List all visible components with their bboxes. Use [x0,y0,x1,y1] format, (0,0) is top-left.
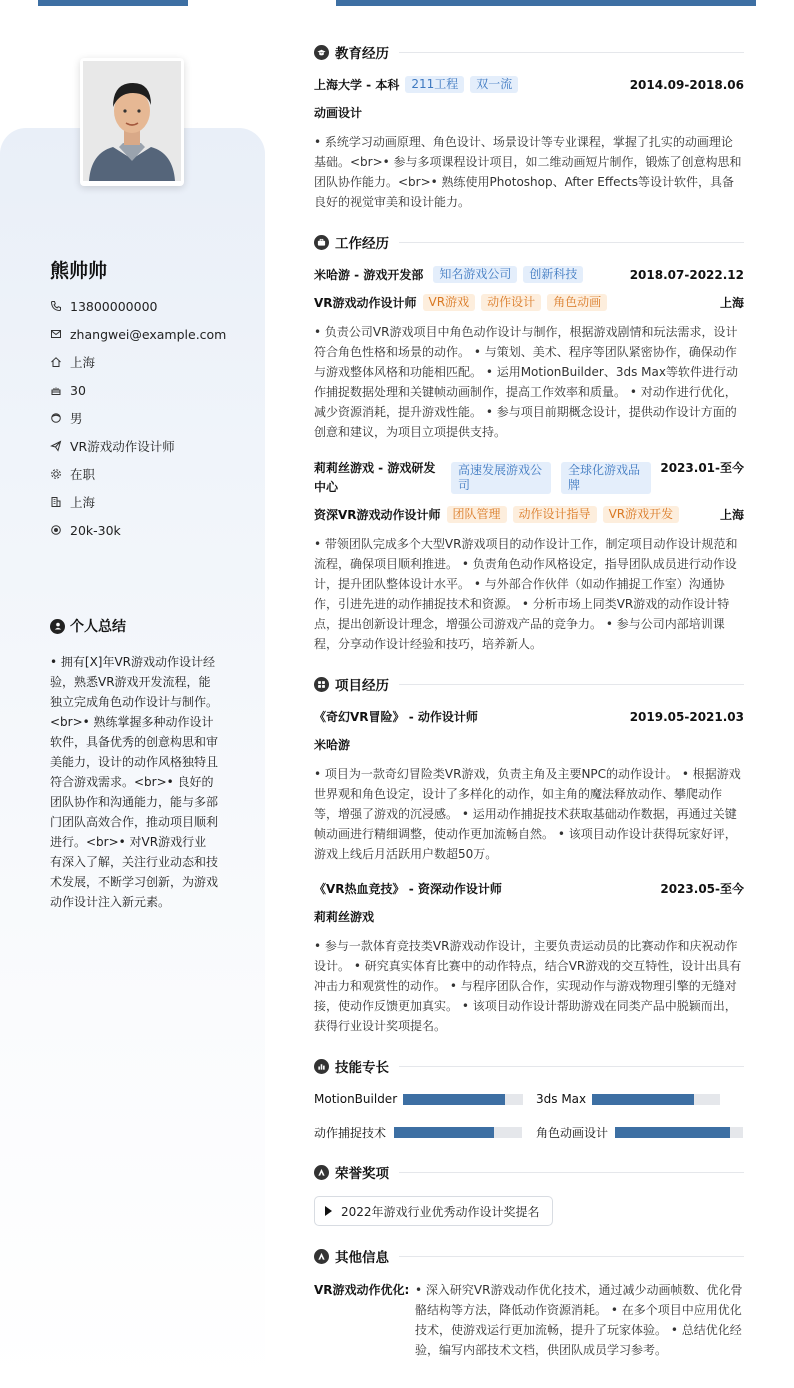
award-text: 2022年游戏行业优秀动作设计奖提名 [341,1204,540,1219]
company-name-line: 中心 [314,480,339,494]
user-icon [50,619,65,634]
info-gender [50,404,250,432]
company-name-line: 莉莉丝游戏 - 游戏研发 [314,461,436,475]
divider [399,1256,744,1257]
job-date: 2018.07-2022.12 [629,267,744,282]
age-icon [50,384,62,396]
education-date: 2014.09-2018.06 [629,77,744,92]
project-name: 《VR热血竞技》 - 资深动作设计师 [314,882,502,896]
play-icon [325,1206,332,1216]
role-tag: 动作设计 [481,294,541,311]
project-company-row [314,736,744,753]
job-city: 上海 [719,508,744,522]
skill-item [314,1124,522,1141]
other-label: VR游戏动作优化: [314,1283,410,1297]
info-status [50,460,250,488]
work-heading [314,232,744,252]
divider [399,52,744,53]
job-header-row [314,266,744,283]
role-tag: VR游戏开发 [603,506,680,523]
other-heading [314,1246,744,1266]
building-icon [50,496,62,508]
skills-title: 技能专长 [335,1060,389,1076]
info-age [50,376,250,404]
skill-bar-fill [394,1127,494,1138]
company-tag: 知名游戏公司 [433,266,517,283]
school-tag: 双一流 [470,76,518,93]
project-name: 《奇幻VR冒险》 - 动作设计师 [314,710,478,724]
salary-icon [50,524,62,536]
skill-bar-fill [592,1094,694,1105]
salary-text: 20k-30k [70,522,121,538]
projects-heading [314,674,744,694]
phone-icon [50,300,62,312]
info-email [50,320,250,348]
project-date: 2023.05-至今 [660,882,744,896]
age-text: 30 [70,382,86,398]
education-title: 教育经历 [335,46,389,62]
skill-name: 动作捕捉技术 [314,1126,387,1140]
phone-text: 13800000000 [70,298,158,314]
project-description: • 项目为一款奇幻冒险类VR游戏，负责主角及主要NPC的动作设计。 • 根据游戏世界观和角色设定，设计了多样化的动作，如主角的魔法释放动作、攀爬动作等，增强了游戏的沉浸感。 • 运用动作捕捉技术获取基础动作数据，再通过关键帧动画进行精细调整，使动作更加流畅自然。 • 该项目动作设计获得玩家好评，游戏上线后月活跃用户数超50万。 [314,767,741,861]
company-tag [561,462,651,494]
skill-name: MotionBuilder [314,1092,398,1106]
project-header-row [314,708,744,725]
other-title: 其他信息 [335,1250,389,1266]
company-name [314,459,444,497]
job-role: VR游戏动作设计师 [314,296,417,310]
top-accent-bar-right [336,0,756,6]
summary-text: • 拥有[X]年VR游戏动作设计经验，熟悉VR游戏开发流程，能独立完成角色动作设计与制作。<br>• 熟练掌握多种动作设计软件，具备优秀的创意构思和审美能力，设计的动作风格独特且符合游戏需求。<br>• 良好的团队协作和沟通能力，能与多部门团队高效合作，推动项目顺利进行。<br>• 对VR游戏行业有深入了解，关注行业动态和技术发展，不断学习创新，为游戏动作设计注入新元素。 [50,655,219,909]
mail-icon [50,328,62,340]
briefcase-icon [314,235,329,250]
skill-bar [394,1127,522,1138]
info-location [50,348,250,376]
company-tag-line: 高速发展游戏公 [458,463,543,477]
role-tag: 动作设计指导 [513,506,597,523]
job-description: • 带领团队完成多个大型VR游戏项目的动作设计工作，制定项目动作设计规范和流程，确保项目顺利推进。 • 负责角色动作风格设定，指导团队成员进行动作设计，提升团队整体设计水平。 • 与外部合作伙伴（如动作捕捉工作室）沟通协作，引进先进的动作捕捉技术和资源。 • 分析市场上同类VR游戏的动作设计特点，提出创新设计理念，增强公司游戏产品的竞争力。 • 参与公司内部培训课程，分享动作设计经验和技巧，培养新人。 [314,537,738,651]
gender-icon [50,412,62,424]
job-role-row [314,506,744,523]
skills-heading [314,1056,744,1076]
education-major-row [314,104,744,121]
awards-heading [314,1162,744,1182]
job-date: 2023.01-至今 [660,461,744,475]
project-description: • 参与一款体育竞技类VR游戏动作设计，主要负责运动员的比赛动作和庆祝动作设计。 • 研究真实体育比赛中的动作特点，结合VR游戏的交互特性，设计出具有冲击力和观赏性的动作。 • 与程序团队合作，实现动作与游戏物理引擎的无缝对接，使动作反馈更加真实。 • 该项目动作设计帮助游戏在同类产品中脱颖而出，获得行业设计奖项提名。 [314,939,742,1033]
skill-item [536,1124,743,1141]
major-name: 动画设计 [314,106,363,120]
portrait-image [83,61,181,181]
divider [399,1066,744,1067]
education-header-row [314,76,744,93]
role-tag: 团队管理 [447,506,507,523]
project-header-row [314,880,744,897]
education-heading [314,42,744,62]
city-text: 上海 [70,495,96,510]
company-tag: 创新科技 [523,266,583,283]
chart-icon [314,1059,329,1074]
company-tag-line: 全球化游戏品 [568,463,641,477]
candidate-name: 熊帅帅 [50,260,108,282]
job-description: • 负责公司VR游戏项目中角色动作设计与制作，根据游戏剧情和玩法需求，设计符合角色性格和场景的动作。 • 与策划、美术、程序等团队紧密协作，确保动作与游戏整体风格和功能相匹配。 • 运用MotionBuilder、3ds Max等软件进行动作捕捉数据处理和关键帧动画制作，提高工作效率和质量。 • 对动作进行优化，减少资源消耗，提升游戏性能。 • 参与项目前期概念设计，提供动作设计方面的创意和建议，为项目立项提供支持。 [314,325,738,439]
awards-title: 荣誉奖项 [335,1166,389,1182]
top-accent-bar-left [38,0,188,6]
graduation-cap-icon [314,45,329,60]
other-text: • 深入研究VR游戏动作优化技术，通过减少动画帧数、优化骨骼结构等方法，降低动作资源消耗。 • 在多个项目中应用优化技术，使游戏运行更加流畅，提升了玩家体验。 • 总结优化经验，编写内部技术文档，供团队成员学习参考。 [415,1283,743,1357]
role-tag: 角色动画 [547,294,607,311]
divider [399,1172,744,1173]
role-tag: VR游戏 [423,294,476,311]
info-salary [50,516,250,544]
grid-icon [314,677,329,692]
job-city: 上海 [719,296,744,310]
company-tag [451,462,551,494]
projects-title: 项目经历 [335,678,389,694]
skill-bar-fill [615,1127,730,1138]
profile-photo [80,58,184,186]
school-name: 上海大学 - 本科 [314,78,400,92]
gender-text: 男 [70,411,83,426]
education-description: • 系统学习动画原理、角色设计、场景设计等专业课程，掌握了扎实的动画理论基础。<br>• 参与多项课程设计项目，如二维动画短片制作，锻炼了创意构思和团队协作能力。<br>• 熟练使用Photoshop、After Effects等设计软件，具备良好的视觉审美和设计能力。 [314,135,742,209]
skill-bar [615,1127,743,1138]
status-icon [50,468,62,480]
location-text: 上海 [70,355,96,370]
summary-heading [50,616,126,636]
project-date: 2019.05-2021.03 [629,709,744,724]
project-company-row [314,908,744,925]
email-text: zhangwei@example.com [70,326,227,342]
info-city [50,488,250,516]
work-title: 工作经历 [335,236,389,252]
skill-bar-fill [403,1094,505,1105]
award-item[interactable] [314,1196,553,1226]
send-icon [50,440,62,452]
skill-item [314,1092,523,1106]
skill-name: 3ds Max [536,1092,587,1106]
project-company: 莉莉丝游戏 [314,910,375,924]
job-role: 资深VR游戏动作设计师 [314,508,441,522]
status-text: 在职 [70,467,96,482]
company-tag-line: 牌 [568,478,581,492]
school-tag: 211工程 [405,76,464,93]
skill-item [536,1092,720,1106]
skill-bar [592,1094,720,1105]
info-phone [50,292,250,320]
job-role-row [314,294,744,311]
project-company: 米哈游 [314,738,351,752]
summary-title: 个人总结 [70,619,126,635]
info-icon [314,1249,329,1264]
divider [399,684,744,685]
company-name: 米哈游 - 游戏开发部 [314,268,424,282]
skill-name: 角色动画设计 [536,1126,609,1140]
skill-bar [403,1094,523,1105]
divider [399,242,744,243]
company-tag-line: 司 [458,478,471,492]
home-icon [50,356,62,368]
contact-info-list [50,292,250,544]
info-position [50,432,250,460]
position-text: VR游戏动作设计师 [70,439,175,454]
award-icon [314,1165,329,1180]
